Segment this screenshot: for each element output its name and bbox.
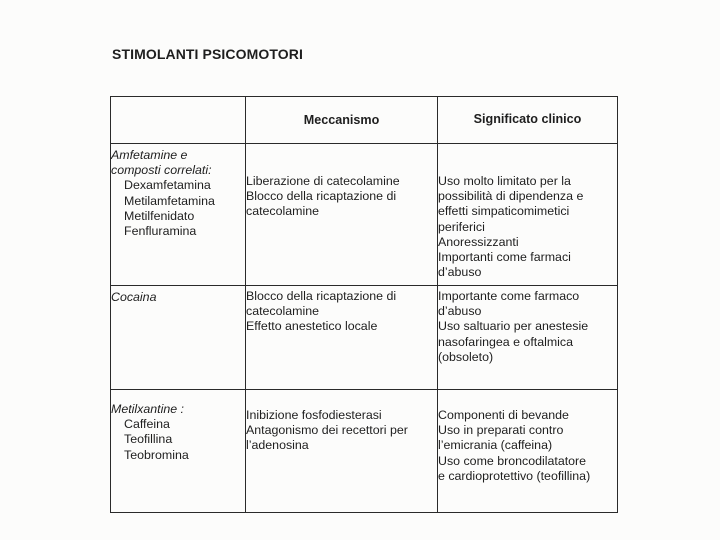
drug-name: Teobromina	[124, 447, 189, 462]
mechanism-line: Effetto anestetico locale	[246, 319, 378, 334]
mechanism-line: catecolamine	[246, 304, 320, 319]
clinical-line: Uso in preparati contro	[438, 423, 564, 438]
table-header-row	[111, 97, 618, 144]
mechanism-line: Blocco della ricaptazione di	[246, 189, 397, 204]
stimulants-table	[110, 96, 618, 513]
clinical-line: possibilità di dipendenza e	[438, 189, 584, 204]
clinical-line: periferici	[438, 219, 485, 234]
drug-name: Metilamfetamina	[124, 193, 215, 208]
mechanism-line: l’adenosina	[246, 438, 309, 453]
mechanism-line: Blocco della ricaptazione di	[246, 289, 397, 303]
table-row	[111, 286, 618, 390]
drug-class-name: Cocaina	[111, 290, 157, 304]
clinical-line: (obsoleto)	[438, 349, 494, 364]
clinical-line: Uso molto limitato per la	[438, 174, 571, 188]
drug-class-cell	[111, 144, 246, 286]
drug-class-cell	[111, 286, 246, 390]
clinical-line: Componenti di bevande	[438, 408, 569, 422]
mechanism-cell	[246, 390, 438, 513]
clinical-line: Anoressizzanti	[438, 234, 519, 249]
clinical-significance-cell	[438, 286, 618, 390]
clinical-line: l’emicrania (caffeina)	[438, 438, 553, 453]
header-clinical-significance: Significato clinico	[438, 97, 618, 144]
header-mechanism: Meccanismo	[246, 97, 438, 144]
clinical-line: Importante come farmaco	[438, 289, 580, 303]
clinical-significance-cell	[438, 144, 618, 286]
mechanism-cell	[246, 144, 438, 286]
clinical-line: effetti simpaticomimetici	[438, 204, 570, 219]
drug-name: Dexamfetamina	[124, 178, 211, 193]
drug-class-name: Amfetamine e	[111, 148, 188, 162]
drug-class-cell	[111, 390, 246, 513]
table-row	[111, 144, 618, 286]
mechanism-line: Antagonismo dei recettori per	[246, 423, 408, 438]
mechanism-line: Inibizione fosfodiesterasi	[246, 408, 382, 422]
drug-class-name: composti correlati:	[111, 163, 212, 178]
drug-name: Teofillina	[124, 432, 173, 447]
header-class-cell	[111, 97, 246, 144]
clinical-line: Uso come broncodilatatore	[438, 453, 587, 468]
clinical-line: nasofaringea e oftalmica	[438, 334, 574, 349]
clinical-significance-cell	[438, 390, 618, 513]
mechanism-line: catecolamine	[246, 204, 320, 219]
clinical-line: Importanti come farmaci	[438, 250, 571, 265]
drug-name: Fenfluramina	[124, 224, 197, 239]
page-title: STIMOLANTI PSICOMOTORI	[112, 46, 303, 62]
clinical-line: Uso saltuario per anestesie	[438, 319, 589, 334]
clinical-line: e cardioprotettivo (teofillina)	[438, 468, 591, 483]
drug-name: Caffeina	[124, 417, 170, 432]
drug-class-name: Metilxantine :	[111, 402, 185, 416]
mechanism-cell	[246, 286, 438, 390]
drug-name: Metilfenidato	[124, 208, 195, 223]
clinical-line: d’abuso	[438, 304, 482, 319]
mechanism-line: Liberazione di catecolamine	[246, 174, 400, 188]
clinical-line: d’abuso	[438, 265, 482, 280]
table-row	[111, 390, 618, 513]
